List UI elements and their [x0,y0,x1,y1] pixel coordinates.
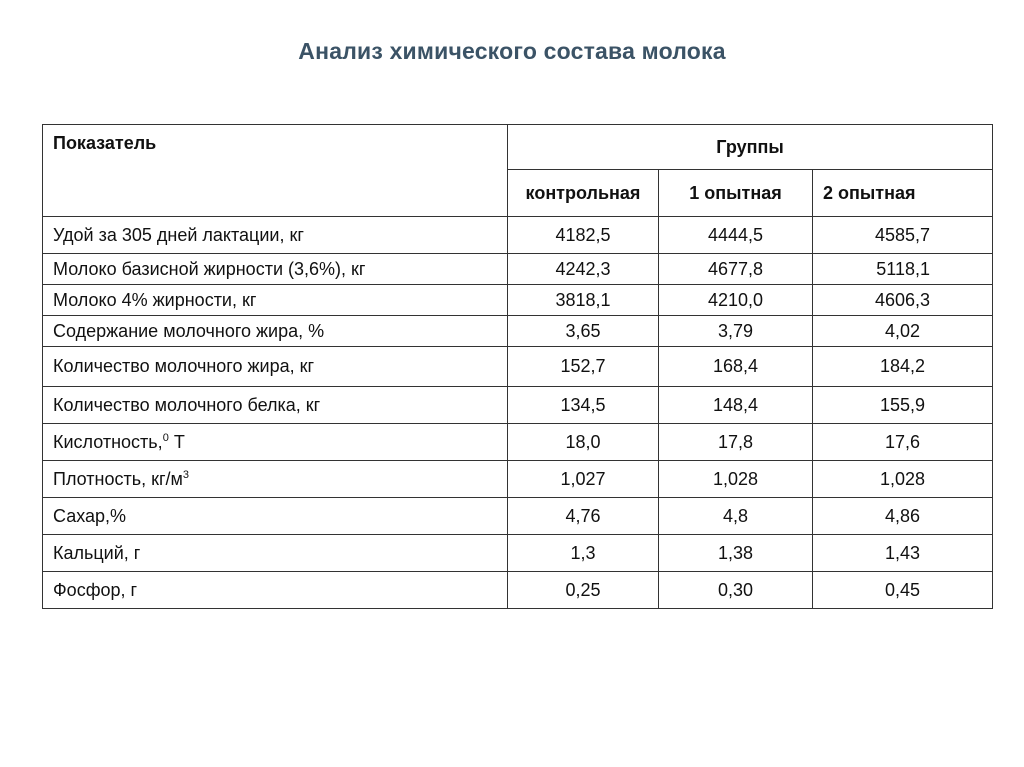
row-label: Удой за 305 дней лактации, кг [43,217,508,254]
cell-control: 18,0 [508,424,659,461]
group-header-control: контрольная [508,170,659,217]
row-label: Молоко 4% жирности, кг [43,285,508,316]
cell-control: 1,027 [508,461,659,498]
cell-control: 134,5 [508,387,659,424]
cell-exp1: 4677,8 [659,254,813,285]
table-row [43,285,993,316]
cell-exp2: 17,6 [813,424,993,461]
cell-exp2: 4585,7 [813,217,993,254]
table-row [43,572,993,609]
cell-control: 4,76 [508,498,659,535]
cell-exp2: 184,2 [813,347,993,387]
cell-exp1: 3,79 [659,316,813,347]
row-label: Количество молочного жира, кг [43,347,508,387]
cell-exp1: 1,028 [659,461,813,498]
table-row [43,498,993,535]
cell-control: 3,65 [508,316,659,347]
cell-exp2: 1,43 [813,535,993,572]
row-label: Фосфор, г [43,572,508,609]
table-row [43,316,993,347]
cell-exp2: 0,45 [813,572,993,609]
cell-exp1: 4,8 [659,498,813,535]
page-title: Анализ химического состава молока [298,38,726,64]
cell-exp1: 148,4 [659,387,813,424]
table-row [43,535,993,572]
row-label-density [43,461,508,498]
milk-composition-table [42,124,993,609]
cell-exp1: 17,8 [659,424,813,461]
table-row [43,347,993,387]
groups-header: Группы [508,125,993,170]
group-header-exp2: 2 опытная [813,170,993,217]
cell-control: 4182,5 [508,217,659,254]
cell-control: 1,3 [508,535,659,572]
cube-superscript: 3 [182,468,190,481]
group-header-exp1: 1 опытная [659,170,813,217]
row-label: Молоко базисной жирности (3,6%), кг [43,254,508,285]
cell-exp2: 1,028 [813,461,993,498]
row-label-acidity [43,424,508,461]
row-label: Кислотность, [53,431,163,452]
table-row [43,387,993,424]
row-label: Сахар,% [43,498,508,535]
table-row [43,424,993,461]
cell-exp2: 155,9 [813,387,993,424]
table-row [43,217,993,254]
cell-exp1: 4444,5 [659,217,813,254]
cell-exp2: 5118,1 [813,254,993,285]
cell-exp2: 4,86 [813,498,993,535]
degree-superscript: 0 [162,431,169,444]
row-label: Плотность, кг/м [53,468,183,489]
table-row [43,254,993,285]
table-row [43,461,993,498]
cell-control: 0,25 [508,572,659,609]
param-header: Показатель [43,125,508,217]
row-label: Содержание молочного жира, % [43,316,508,347]
cell-exp2: 4,02 [813,316,993,347]
cell-exp1: 1,38 [659,535,813,572]
cell-exp1: 4210,0 [659,285,813,316]
row-label: Кальций, г [43,535,508,572]
cell-control: 152,7 [508,347,659,387]
cell-exp2: 4606,3 [813,285,993,316]
row-label-suffix: Т [168,431,185,452]
row-label: Количество молочного белка, кг [43,387,508,424]
cell-control: 4242,3 [508,254,659,285]
cell-control: 3818,1 [508,285,659,316]
cell-exp1: 0,30 [659,572,813,609]
cell-exp1: 168,4 [659,347,813,387]
